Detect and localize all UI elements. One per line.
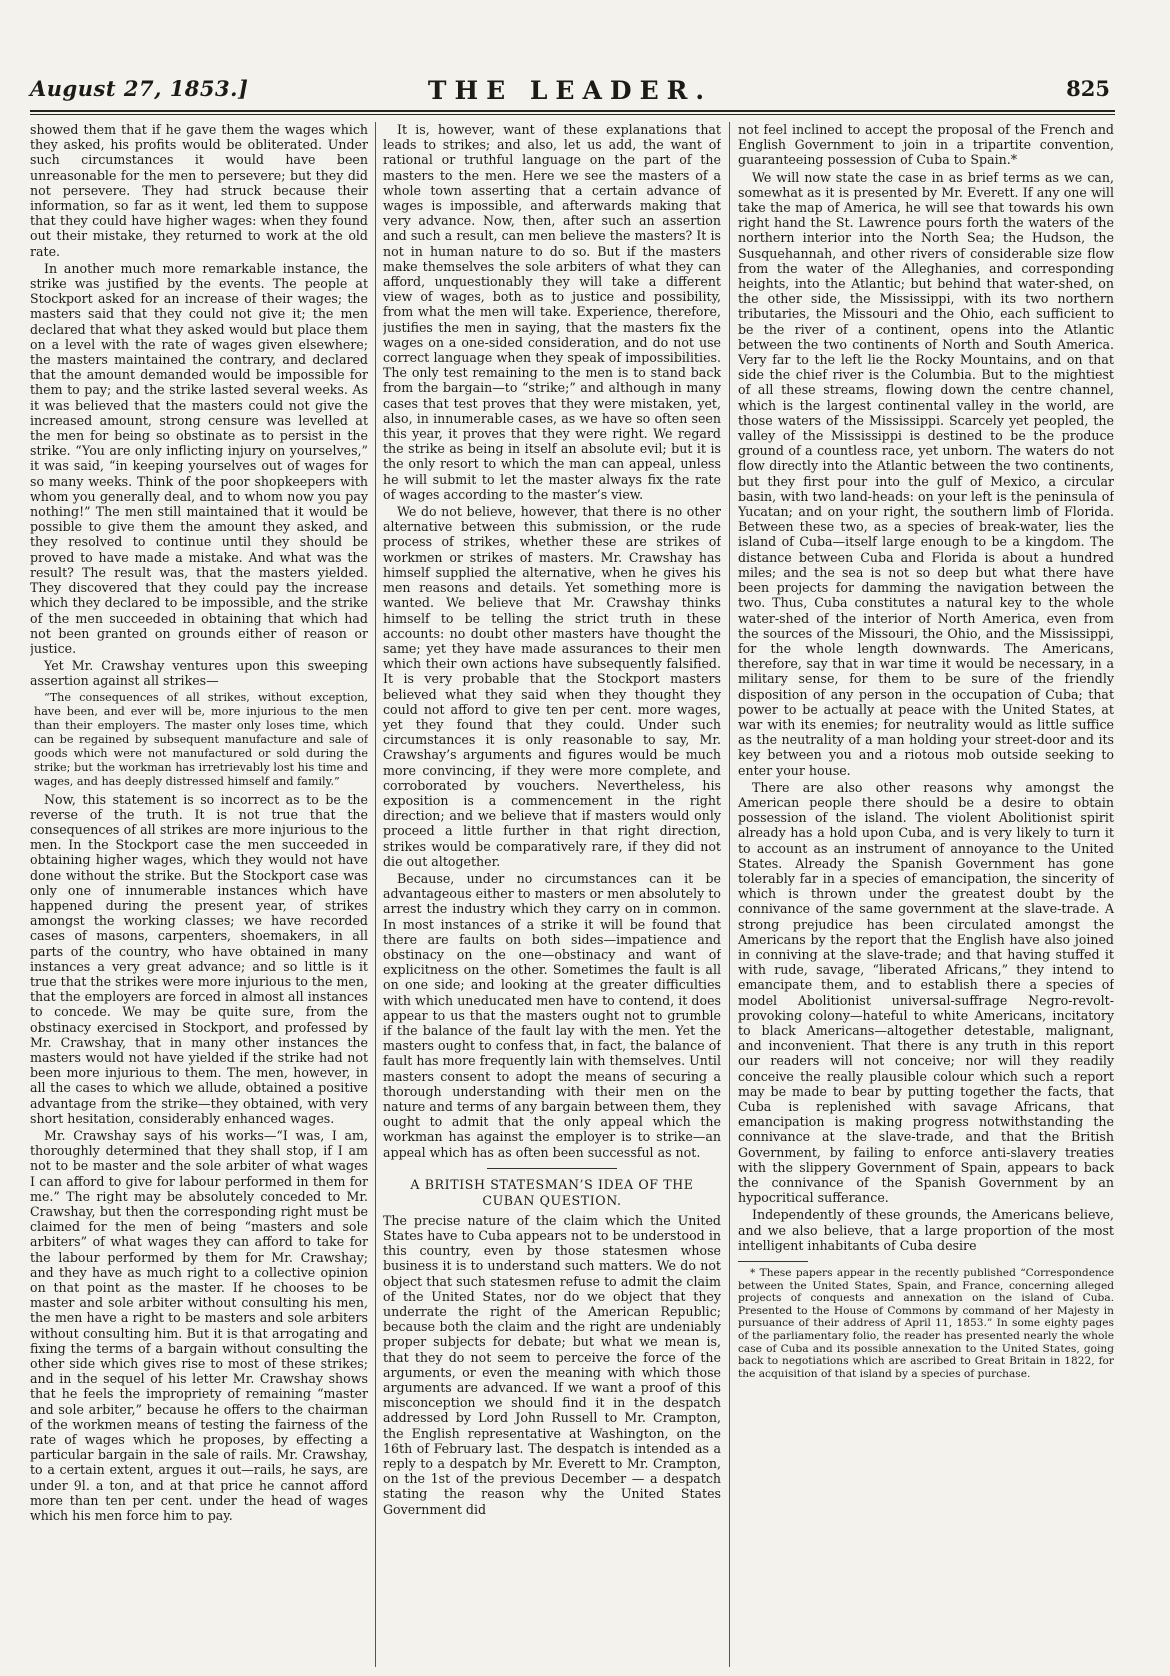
column-divider	[729, 122, 730, 1667]
paragraph: There are also other reasons why amongst the American people there should be a desire to obtain possession of the island. The violent Abolitionist spirit already has a hold upon Cuba, and is very likely to turn it to account as an instrument of annoyance to the United States. Already the Spanish Government has gone tolerably far in a species of emancipation, the sincerity of which is thrown under the greatest doubt by the connivance of the same government at the slave-trade. A strong prejudice has been circulated amongst the Americans by the report that the English have also joined in conniving at the slave-trade; and that having stuffed it with rude, savage, “liberated Africans,” they intend to emancipate them, and to establish there a species of model Abolitionist universal-suffrage Negro-revolt-provoking colony—hateful to white Americans, incitatory to black Americans—altogether detestable, malignant, and inconvenient. That there is any truth in this report our readers will not conceive; nor will they readily conceive the really plausible colour which such a report may be made to bear by putting together the facts, that Cuba is replenished with savage Africans, that emancipation is making progress notwithstanding the connivance at the slave-trade, and that the British Government, by failing to enforce anti-slavery treaties with the slippery Government of Spain, appears to back the connivance of the Spanish Government by an hypocritical sufferance.	[738, 779, 1114, 1206]
column-divider	[375, 122, 376, 1667]
issue-date: August 27, 1853.]	[30, 76, 249, 101]
quote-text: “The consequences of all strikes, without exception, have been, and ever will be, more injurious to the men than their employers. The master only loses time, which can be regained by subsequent manufacture and sale of goods which were not manufactured or sold during the strike; but the workman has irretrievably lost his time and wages, and has deeply distressed himself and family.”	[34, 690, 368, 788]
paragraph: Mr. Crawshay says of his works—“I was, I am, thoroughly determined that they shall stop, if I am not to be master and the sole arbiter of what wages I can afford to give for labour performed in them for me.” The right may be absolutely conceded to Mr. Crawshay, but then the corresponding right must be claimed for the men of being “masters and sole arbiters” of what wages they can afford to take for the labour performed by them for Mr. Crawshay; and they have as much right to a collective opinion on that point as the master. If he chooses to be master and sole arbiter without consulting his men, the men have a right to be masters and sole arbiters without consulting him. But it is that arrogating and fixing the terms of a bargain without consulting the other side which gives rise to most of these strikes; and in the sequel of his letter Mr. Crawshay shows that he feels the impropriety of remaining “master and sole arbiter,” because he offers to the chairman of the workmen means of testing the fairness of the rate of wages which he proposes, by effecting a particular bargain in the sale of rails. Mr. Crawshay, to a certain extent, argues it out—rails, he says, are under 9l. a ton, and at that price he cannot afford more than ten per cent. under the head of wages which his men force him to pay.	[30, 1127, 368, 1524]
page-number: 825	[1066, 76, 1110, 101]
paragraph: Independently of these grounds, the Americans believe, and we also believe, that a large proportion of the most intelligent inhabitants of Cuba desire	[738, 1207, 1114, 1253]
column-3	[738, 122, 1114, 1667]
masthead-rule	[30, 110, 1115, 112]
paragraph: Yet Mr. Crawshay ventures upon this sweeping assertion against all strikes—	[30, 658, 368, 689]
article-heading: A BRITISH STATESMAN’S IDEA OF THE CUBAN QUESTION.	[410, 1176, 694, 1208]
paragraph: The precise nature of the claim which the United States have to Cuba appears not to be understood in this country, even by those statesmen whose business it is to understand such matters. We do not object that such statesmen refuse to admit the claim of the United States, nor do we object that they underrate the right of the American Republic; because both the claim and the right are undeniably proper subjects for debate; but what we mean is, that they do not seem to perceive the force of the arguments, or even the meaning with which those arguments are advanced. If we want a proof of this misconception we should find it in the despatch addressed by Lord John Russell to Mr. Crampton, the English representative at Washington, on the 16th of February last. The despatch is intended as a reply to a despatch by Mr. Everett to Mr. Crampton, on the 1st of the previous December — a despatch stating the reason why the United States Government did	[383, 1212, 721, 1517]
section-separator	[487, 1168, 617, 1169]
publication-title: THE LEADER.	[427, 76, 713, 105]
masthead	[30, 76, 1110, 108]
block-quote	[30, 691, 368, 789]
footnote: * These papers appear in the recently published “Correspondence between the United States, Spain, and France, concerning alleged projects of conquests and annexation on the island of Cuba. Presented to the House of Commons by command of her Majesty in pursuance of their address of April 11, 1853.” In some eighty pages of the parliamentary folio, the reader has presented nearly the whole case of Cuba and its possible annexation to the United States, going back to negotiations which are ascribed to Great Britain in 1822, for the acquisition of that island by a species of purchase.	[738, 1267, 1114, 1380]
paragraph: We do not believe, however, that there is no other alternative between this submission, or the rude process of strikes, whether these are strikes of workmen or strikes of masters. Mr. Crawshay has himself supplied the alternative, when he gives his men reasons and details. Yet something more is wanted. We believe that Mr. Crawshay thinks himself to be telling the strict truth in these accounts: no doubt other masters have thought the same; yet they have made assurances to their men which their own actions have subsequently falsified. It is very probable that the Stockport masters believed what they said when they thought they could not afford to give ten per cent. more wages, yet they found that they could. Under such circumstances it is only reasonable to say, Mr. Crawshay’s arguments and figures would be much more convincing, if they were more complete, and corroborated by vouchers. Nevertheless, his exposition is a commencement in the right direction; and we believe that if masters would only proceed a little further in that right direction, strikes would be comparatively rare, if they did not die out altogether.	[383, 504, 721, 869]
paragraph: showed them that if he gave them the wages which they asked, his profits would be obliterated. Under such circumstances it would have been unreasonable for the men to persevere; but they did not persevere. They had struck because their information, so far as it went, led them to suppose that they could have higher wages: when they found out their mistake, they returned to work at the old rate.	[30, 122, 368, 259]
paragraph: In another much more remarkable instance, the strike was justified by the events. The people at Stockport asked for an increase of their wages; the masters said that they could not give it; the men declared that what they asked would but place them on a level with the rate of wages given elsewhere; the masters maintained the contrary, and declared that the amount demanded would be impossible for them to pay; and the strike lasted several weeks. As it was believed that the masters could not give the increased amount, strong censure was levelled at the men for being so obstinate as to persist in the strike. “You are only inflicting injury on yourselves,” it was said, “in keeping yourselves out of wages for so many weeks. Think of the poor shopkeepers with whom you generally deal, and to whom now you pay nothing!” The men still maintained that it would be possible to give them the amount they asked, and they resolved to continue until they should be proved to have made a mistake. And what was the result? The result was, that the masters yielded. They discovered that they could pay the increase which they declared to be impossible, and the strike of the men succeeded in obtaining that which had not been granted on grounds either of reason or justice.	[30, 260, 368, 656]
paragraph: We will now state the case in as brief terms as we can, somewhat as it is presented by Mr. Everett. If any one will take the map of America, he will see that towards his own right hand the St. Lawrence pours forth the waters of the northern interior into the North Sea; the Hudson, the Susquehannah, and other rivers of considerable size flow from the water of the Alleghanies, and corresponding heights, into the Atlantic; but behind that water-shed, on the other side, the Mississippi, with its two northern tributaries, the Missouri and the Ohio, each sufficient to be the river of a continent, opens into the Atlantic between the two continents of North and South America. Very far to the left lie the Rocky Mountains, and on that side the chief river is the Columbia. But to the mightiest of all these streams, flowing down the centre channel, which is the largest continental valley in the world, are those waters of the Mississippi. Scarcely yet peopled, the valley of the Mississippi is destined to be the produce ground of a countless race, yet unborn. The waters do not flow directly into the Atlantic between the two continents, but they first pour into the gulf of Mexico, a circular basin, with two land-heads: on your left is the peninsula of Yucatan; and on your right, the southern limb of Florida. Between these two, as a species of break-water, lies the island of Cuba—itself large enough to be a kingdom. The distance between Cuba and Florida is about a hundred miles; and the sea is not so deep but what there have been projects for damming the navigation between the two. Thus, Cuba constitutes a natural key to the whole water-shed of the interior of North America, even from the sources of the Missouri, the Ohio, and the Mississippi, for the whole length downwards. The Americans, therefore, say that in war time it would be necessary, in a military sense, for them to be sure of the friendly disposition of any person in the occupation of Cuba; that power to be actually at peace with the United States, at war with its enemies; for neutrality would as little suffice as the neutrality of a man holding your street-door and its key between you and a riotous mob outside seeking to enter your house.	[738, 169, 1114, 778]
masthead-rule-thin	[30, 114, 1115, 115]
paragraph: It is, however, want of these explanations that leads to strikes; and also, let us add, the want of rational or truthful language on the part of the masters to the men. Here we see the masters of a whole town asserting that a certain advance of wages is impossible, and afterwards making that very advance. Now, then, after such an assertion and such a result, can men believe the masters? It is not in human nature to do so. But if the masters make themselves the sole arbiters of what they can afford, unquestionably they will take a different view of wages, both as to justice and possibility, from what the men will take. Experience, therefore, justifies the men in saying, that the masters fix the wages on a one-sided consideration, and do not use correct language when they speak of impossibilities. The only test remaining to the men is to stand back from the bargain—to “strike;” and although in many cases that test proves that they were mistaken, yet, also, in innumerable cases, as we have so often seen this year, it proves that they were right. We regard the strike as being in itself an absolute evil; but it is the only resort to which the man can appeal, unless he will submit to let the master always fix the rate of wages according to the master’s view.	[383, 122, 721, 502]
paragraph: Because, under no circumstances can it be advantageous either to masters or men absolutely to arrest the industry which they carry on in common. In most instances of a strike it will be found that there are faults on both sides—impatience and obstinacy on the one—obstinacy and want of explicitness on the other. Sometimes the fault is all on one side; and looking at the greater difficulties with which uneducated men have to contend, it does appear to us that the masters ought not to grumble if the balance of the fault lay with the men. Yet the masters ought to confess that, in fact, the balance of fault has more frequently lain with themselves. Until masters consent to adopt the means of securing a thorough understanding with their men on the nature and terms of any bargain between them, they ought to admit that the only appeal which the workman has against the employer is to strike—an appeal which has as often been successful as not.	[383, 870, 721, 1160]
paragraph: Now, this statement is so incorrect as to be the reverse of the truth. It is not true that the consequences of all strikes are more injurious to the men. In the Stockport case the men succeeded in obtaining higher wages, which they would not have done without the strike. But the Stockport case was only one of innumerable instances which have happened during the present year, of strikes amongst the working classes; we have recorded cases of masons, carpenters, shoemakers, in all parts of the country, who have obtained in many instances a very great advance; and so little is it true that the strikes were more injurious to the men, that the employers are forced in almost all instances to concede. We may be quite sure, from the obstinacy exercised in Stockport, and professed by Mr. Crawshay, that in many other instances the masters would not have yielded if the strike had not been more injurious to them. The men, however, in all the cases to which we allude, obtained a positive advantage from the strike—they obtained, with very short hesitation, considerably enhanced wages.	[30, 791, 368, 1126]
column-1	[30, 122, 368, 1667]
paragraph: not feel inclined to accept the proposal of the French and English Government to join in a tripartite convention, guaranteeing possession of Cuba to Spain.*	[738, 122, 1114, 168]
footnote-separator	[738, 1261, 808, 1262]
column-2	[383, 122, 721, 1667]
